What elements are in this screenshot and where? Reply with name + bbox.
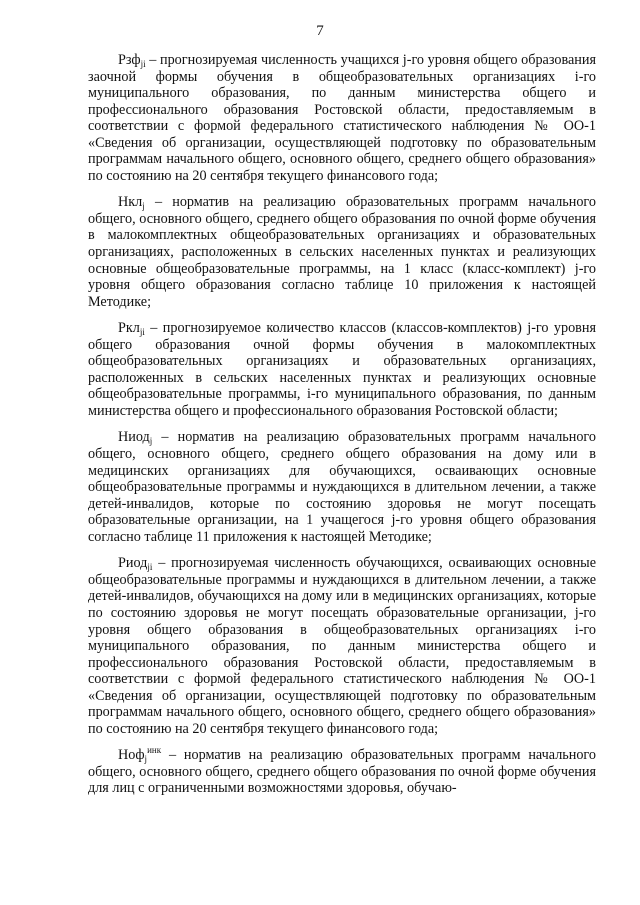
formula-symbol	[118, 747, 161, 763]
symbol-superscript: инк	[147, 745, 162, 756]
symbol-base: Риод	[118, 555, 148, 572]
formula-symbol	[118, 429, 152, 445]
paragraph-text: – норматив на реализацию образовательных программ начального общего, основного общего, среднего общего образования на дому или в медицинских организациях для обучающихся, осваивающих основные общеобразовательные программы и нуждающихся в длительном лечении, а также детей-инвалидов, которые по состоянию здоровья не могут посещать образовательные организации, на 1 учащегося j-го уровня общего образования согласно таблице 11 приложения к настоящей Методике;	[88, 429, 596, 545]
paragraph-nof-definition	[88, 747, 596, 797]
page-number: 7	[316, 23, 324, 39]
paragraph-nkl-definition	[88, 194, 596, 310]
symbol-subscript: ji	[139, 327, 145, 338]
paragraph-text: – прогнозируемая численность учащихся j-го уровня общего образования заочной формы обучения в общеобразовательных организациях i-го муниципального образования, по данным министерства общего и профессионального образования Ростовской области, предоставляемым в соответствии с формой федерального статистического наблюдения № ОО-1 «Сведения об организации, осуществляющей подготовку по образовательным программам начального общего, основного общего, среднего общего образования» по состоянию на 20 сентября текущего финансового года;	[88, 52, 596, 184]
formula-symbol	[118, 194, 145, 210]
formula-symbol	[118, 52, 146, 68]
paragraph-text: – прогнозируемая численность обучающихся, осваивающих основные общеобразовательные программы и нуждающихся в длительном лечении, а также детей-инвалидов, обучающихся на дому или в медицинских организациях, которые по состоянию здоровья не могут посещать образовательные организации, j-го уровня общего образования в общеобразовательных организациях i-го муниципального образования, по данным министерства общего и профессионального образования Ростовской области, предоставляемым в соответствии с формой федерального статистического наблюдения № ОО-1 «Сведения об организации, осуществляющей подготовку по образовательным программам начального общего, основного общего, среднего общего образования» по состоянию на 20 сентября текущего финансового года;	[88, 555, 596, 737]
symbol-subscript: j	[149, 436, 153, 447]
formula-symbol	[118, 555, 152, 571]
symbol-subscript: j	[144, 754, 148, 765]
symbol-base: Нкл	[118, 194, 143, 211]
symbol-base: Ноф	[118, 747, 145, 764]
symbol-base: Рзф	[118, 52, 141, 68]
symbol-subscript: j	[142, 201, 145, 212]
paragraph-niod-definition	[88, 429, 596, 545]
paragraph-text: – норматив на реализацию образовательных программ начального общего, основного общего, среднего общего образования по очной форме обучения в малокомплектных общеобразовательных организациях и образовательных организациях, расположенных в сельских населенных пунктах и реализующих основные общеобразовательные программы, на 1 класс (класс-комплект) j-го уровня общего образования согласно таблице 10 приложения к настоящей Методике;	[88, 194, 596, 310]
paragraph-rkl-definition	[88, 320, 596, 419]
paragraph-text: – прогнозируемое количество классов (классов-комплектов) j-го уровня общего образования очной формы обучения в малокомплектных общеобразовательных организациях и образовательных организациях, расположенных в сельских населенных пунктах и реализующих основные общеобразовательные программы, i-го муниципального образования, по данным министерства общего и профессионального образования Ростовской области;	[88, 320, 596, 419]
paragraph-rzf-definition	[88, 52, 596, 184]
paragraph-text: – норматив на реализацию образовательных программ начального общего, основного общего, среднего общего образования по очной форме обучения для лиц с ограниченными возможностями здоровья, обучаю-	[88, 747, 596, 797]
paragraph-riod-definition	[88, 555, 596, 737]
symbol-base: Ниод	[118, 429, 150, 446]
formula-symbol	[118, 320, 145, 336]
document-body	[88, 52, 596, 807]
symbol-subscript: ji	[140, 59, 146, 69]
symbol-base: Ркл	[118, 320, 140, 337]
symbol-subscript: ji	[147, 562, 153, 573]
